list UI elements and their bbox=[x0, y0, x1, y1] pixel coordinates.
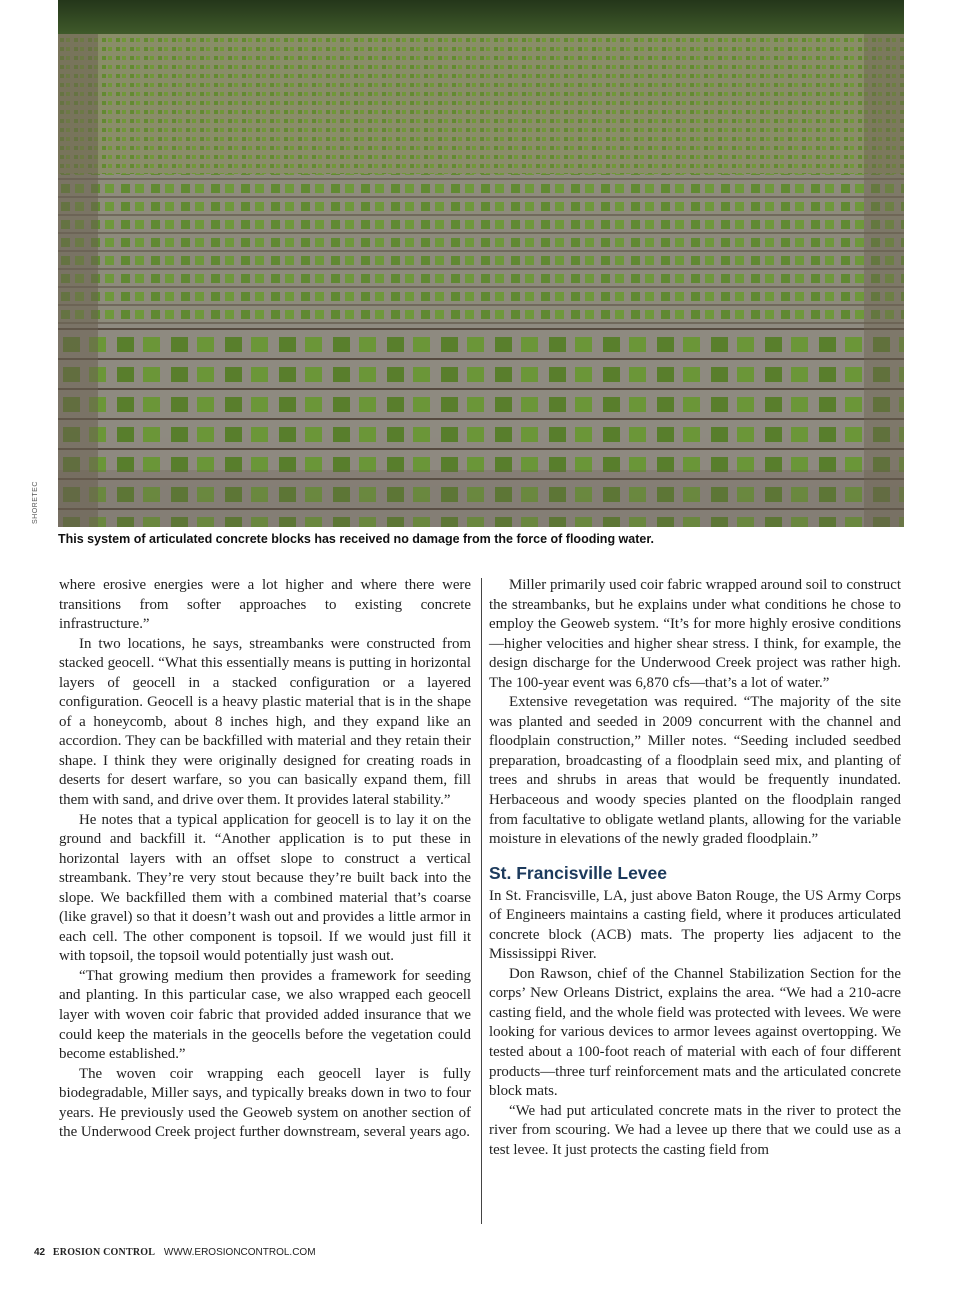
paragraph: where erosive energies were a lot higher and where there were transitions from softer approaches to existing concrete infrastructure.” bbox=[59, 577, 471, 633]
paragraph: He notes that a typical application for geocell is to lay it on the ground and backfill it. “Another application is to put these in horizontal layers with an offset slope to construct a vertical streambank. They’re very stout because they’re built back into the slope. We backfilled them with a combined material that’s coarse (like gravel) so that it doesn’t wash out and provides a little armor in each cell. The other component is topsoil. If we would just fill it with topsoil, the topsoil would potentially just wash out. bbox=[59, 811, 471, 965]
paragraph: Don Rawson, chief of the Channel Stabilization Section for the corps’ New Orleans District, explains the area. “We had a 210-acre casting field, and the whole field was protected with levees. We were looking for various devices to armor levees against overtopping. We tested about a 100-foot reach of material with each of four different products—three turf reinforcement mats and the articulated concrete block mats. bbox=[489, 965, 901, 1100]
paragraph: Miller primarily used coir fabric wrapped around soil to construct the streambanks, but he explains under what conditions he chose to employ the Geoweb system. “It’s for more highly erosive conditions—higher velocities and higher shear stress. I think, for example, the design discharge for the Underwood Creek project was rather high. The 100-year event was 6,870 cfs—that’s a lot of water.” bbox=[489, 577, 901, 691]
paragraph: In St. Francisville, LA, just above Baton Rouge, the US Army Corps of Engineers maintains a casting field, where it produces articulated concrete block (ACB) mats. The property lies adjacent to the Mississippi River. bbox=[489, 887, 901, 963]
grass-concrete-blocks-photo bbox=[58, 0, 904, 527]
left-column bbox=[59, 576, 471, 1143]
paragraph: In two locations, he says, streambanks were constructed from stacked geocell. “What this essentially means is putting in horizontal layers of geocell in a stacked configuration or a layered configuration. Geocell is a heavy plastic material that is in the shape of a honeycomb, about 8 inches high, and they expand like an accordion. They can be backfilled with material and they retain their shape. I think they were originally designed for creating roads in deserts for desert warfare, so you can basically expand them, fill them with sand, and drive over them. It provides lateral stability.” bbox=[59, 635, 471, 809]
photo-credit: SHORETEC bbox=[32, 481, 39, 524]
paragraph: “We had put articulated concrete mats in the river to protect the river from scouring. We had a levee up there that we could use as a test levee. It just protects the casting field from bbox=[489, 1102, 901, 1158]
article-photo bbox=[58, 0, 904, 527]
page-number: 42 bbox=[34, 1247, 46, 1258]
magazine-name: EROSION CONTROL bbox=[52, 1247, 156, 1258]
paragraph: “That growing medium then provides a framework for seeding and planting. In this particular case, we also wrapped each geocell layer with woven coir fabric that provided added insurance that we could keep the materials in the geocells before the vegetation could become established.” bbox=[59, 967, 471, 1063]
website-url: WWW.EROSIONCONTROL.COM bbox=[163, 1247, 316, 1258]
section-heading: St. Francisville Levee bbox=[489, 862, 668, 883]
photo-caption: This system of articulated concrete blocks has received no damage from the force of flooding water. bbox=[58, 532, 654, 546]
paragraph: Extensive revegetation was required. “The majority of the site was planted and seeded in 2009 concurrent with the channel and floodplain construction,” Miller notes. “Seeding included seedbed preparation, broadcasting of a floodplain seed mix, and planting of trees and shrubs in areas that would be frequently inundated. Herbaceous and woody species planted on the floodplain ranged from facultative to obligate wetland plants, allowing for the variable moisture in elevations of the newly graded floodplain.” bbox=[489, 694, 901, 848]
column-divider bbox=[481, 578, 482, 1224]
right-column bbox=[489, 576, 901, 1160]
page-footer bbox=[34, 1247, 316, 1258]
paragraph: The woven coir wrapping each geocell layer is fully biodegradable, Miller says, and typically breaks down in two to four years. He previously used the Geoweb system on another section of the Underwood Creek project further downstream, several years ago. bbox=[59, 1065, 471, 1141]
